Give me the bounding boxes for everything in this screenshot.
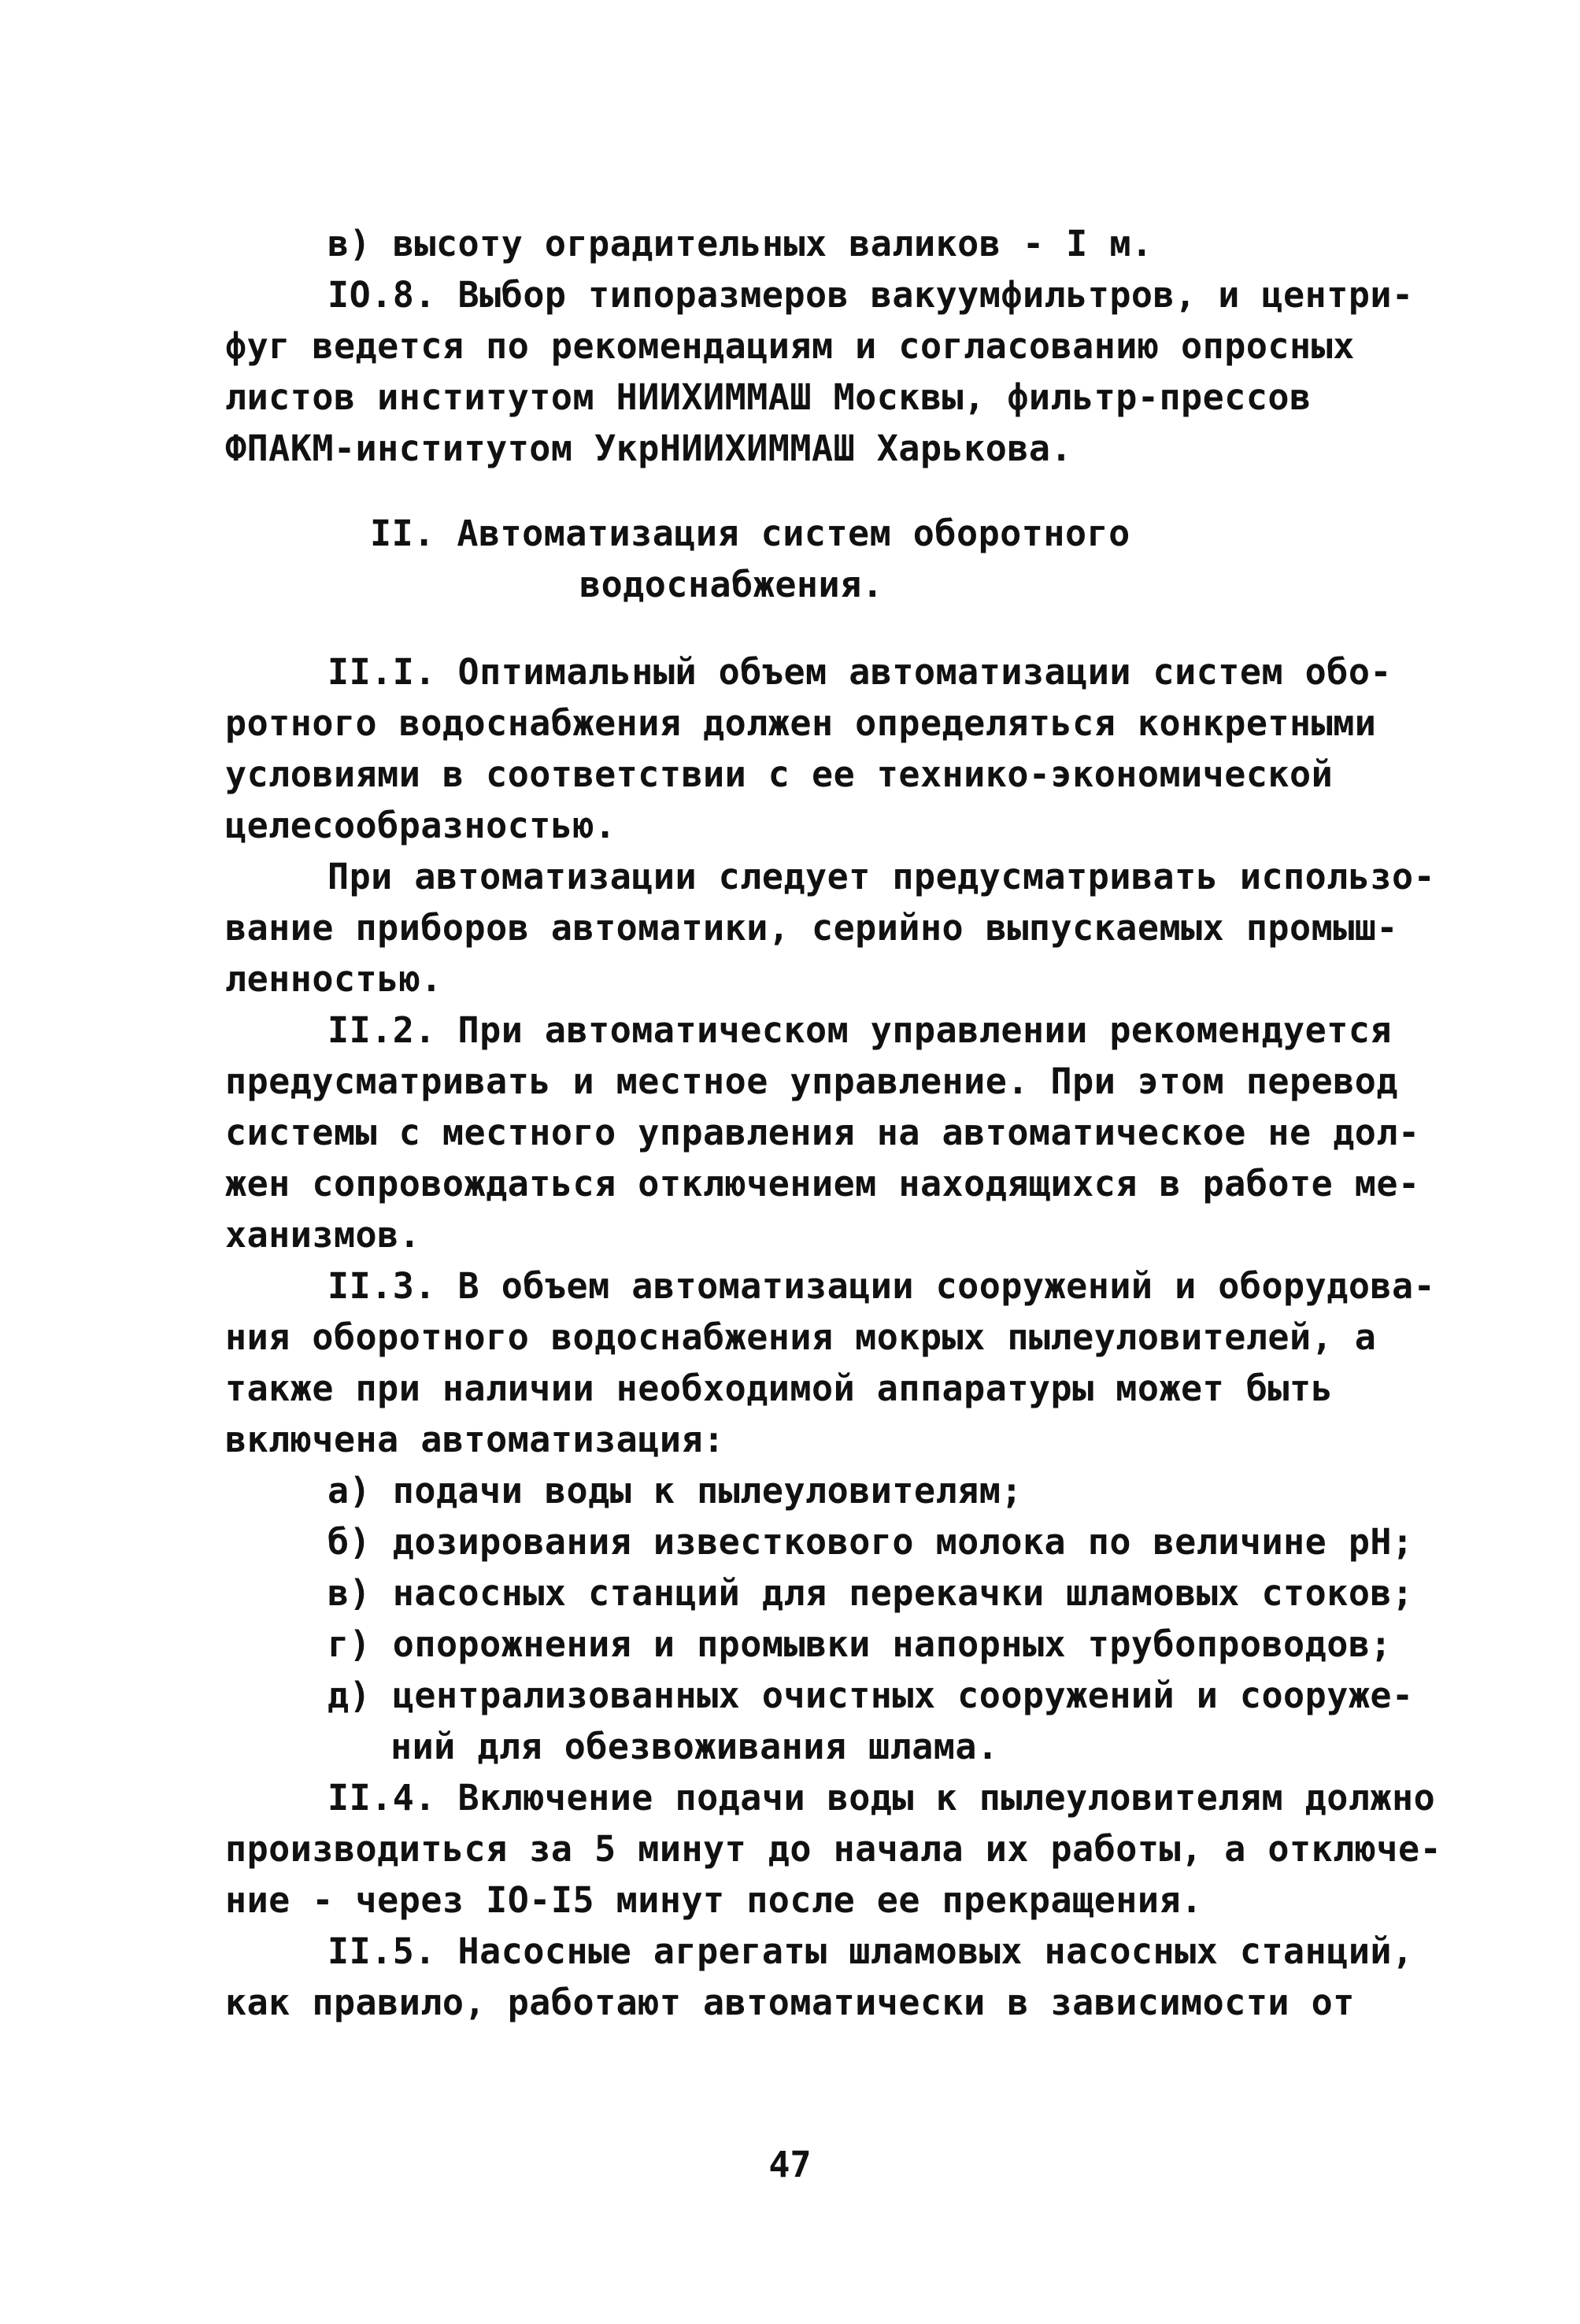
text-line: фуг ведется по рекомендациям и согласованию опросных: [225, 325, 1355, 367]
text-line: вание приборов автоматики, серийно выпускаемых промыш-: [225, 907, 1398, 949]
text-line: ротного водоснабжения должен определяться конкретными: [225, 702, 1377, 744]
list-item: в) насосных станций для перекачки шламовых стоков;: [327, 1572, 1414, 1614]
text-line: условиями в соответствии с ее технико-экономической: [225, 753, 1334, 795]
text-line: также при наличии необходимой аппаратуры может быть: [225, 1367, 1334, 1409]
text-line: При автоматизации следует предусматривать использо-: [327, 856, 1436, 897]
list-item: д) централизованных очистных сооружений и сооруже-: [327, 1675, 1414, 1716]
text-line: производиться за 5 минут до начала их работы, а отключе-: [225, 1828, 1442, 1870]
text-line: IO.8. Выбор типоразмеров вакуумфильтров, и центри-: [327, 274, 1414, 316]
text-line: II.4. Включение подачи воды к пылеуловителям должно: [327, 1777, 1436, 1819]
text-line: как правило, работают автоматически в зависимости от: [225, 1982, 1355, 2023]
text-line: включена автоматизация:: [225, 1419, 725, 1460]
page-number: 47: [768, 2144, 812, 2185]
text-line: жен сопровождаться отключением находящихся в работе ме-: [225, 1163, 1420, 1205]
section-heading: II. Автоматизация систем оборотного: [370, 513, 1130, 554]
list-item: г) опорожнения и промывки напорных трубопроводов;: [327, 1623, 1393, 1665]
text-line: ФПАКМ-институтом УкрНИИХИММАШ Харькова.: [225, 427, 1073, 469]
list-item: а) подачи воды к пылеуловителям;: [327, 1470, 1023, 1512]
text-line: листов институтом НИИХИММАШ Москвы, фильтр-прессов: [225, 376, 1312, 418]
text-line: предусматривать и местное управление. При этом перевод: [225, 1060, 1398, 1102]
text-line: II.5. Насосные агрегаты шламовых насосных станций,: [327, 1930, 1414, 1972]
section-heading: водоснабжения.: [579, 564, 884, 605]
text-line: ние - через IO-I5 минут после ее прекращения.: [225, 1879, 1203, 1921]
text-line: II.3. В объем автоматизации сооружений и оборудова-: [327, 1265, 1436, 1307]
list-item: ний для обезвоживания шлама.: [390, 1726, 999, 1767]
list-item: б) дозирования известкового молока по величине рН;: [327, 1521, 1414, 1563]
text-line: в) высоту оградительных валиков - I м.: [327, 223, 1153, 265]
text-line: II.I. Оптимальный объем автоматизации систем обо-: [327, 651, 1393, 693]
text-line: целесообразностью.: [225, 805, 616, 846]
text-line: ния оборотного водоснабжения мокрых пылеуловителей, а: [225, 1316, 1377, 1358]
text-line: ханизмов.: [225, 1214, 421, 1256]
text-line: ленностью.: [225, 958, 442, 1000]
text-line: II.2. При автоматическом управлении рекомендуется: [327, 1009, 1393, 1051]
text-line: системы с местного управления на автоматическое не дол-: [225, 1112, 1420, 1153]
